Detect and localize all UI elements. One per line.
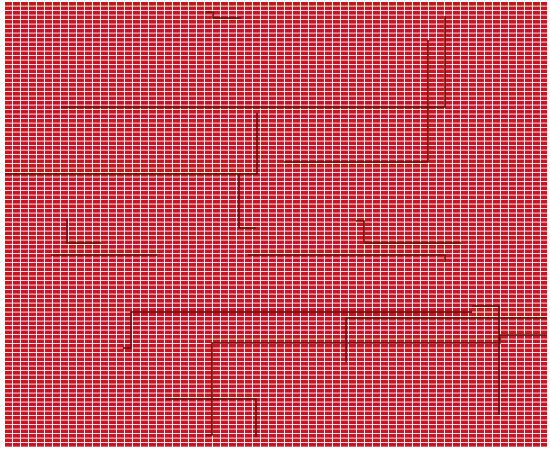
red-grid-field — [5, 2, 547, 447]
